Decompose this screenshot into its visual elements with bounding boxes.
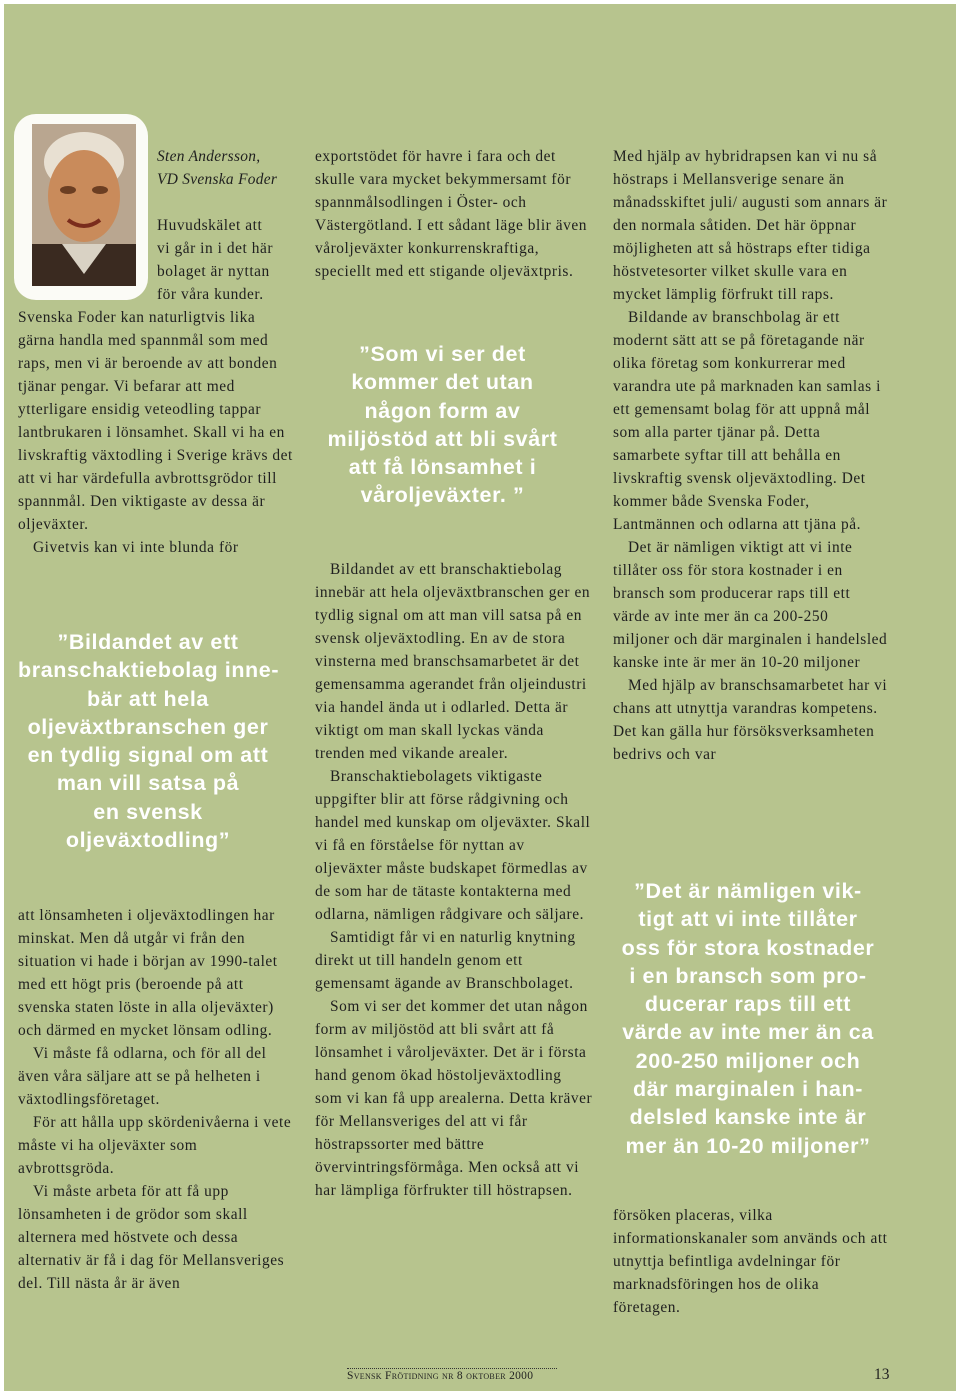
intro-line: bolaget är nyttan [157,263,270,280]
quote-line: ”Som vi ser det [359,342,526,366]
portrait-photo [32,124,136,286]
quote-line: i en bransch som pro- [629,963,867,988]
quote-line: tigt att vi inte tillåter [638,907,858,932]
quote-line: branschaktiebolag inne- [18,658,280,683]
quote-line: en svensk [93,799,203,824]
paragraph: Vi måste arbeta för att få upp lönsamheten i de grödor som skall alternera med höstvete och dessa alternativ är få i dag för Mellansveriges del. Till nästa år är även [18,1183,285,1292]
paragraph: Som vi ser det kommer det utan någon form av miljöstöd att bli svårt att få lönsamhet i våroljeväxter. Det är i första hand genom ökad höstoljeväxtodling som vi kan få upp arealerna. Detta kräver för Mellansveriges del att vi får höstrapssorter med bättre övervintringsförmåga. Men också att vi har lämpliga förfrukter till höstrapsen. [315,998,593,1199]
paragraph: Bildandet av ett branschaktiebolag innebär att hela oljeväxtbranschen ger en tydlig signal om att man vill satsa på en svensk oljeväxtodling. En av de stora vinsterna med branschsamarbetet är det gemensamma agerandet från oljeindustri via handel ända ut i odlarled. Detta är viktigt om man skall lyckas vända trenden med vikande arealer. [315,561,591,762]
caption-role: VD Svenska Foder [157,171,278,188]
column-2-top [315,145,593,283]
quote-line: att få lönsamhet i [348,455,537,480]
photo-caption [157,145,297,191]
intro-line: för våra kunder. [157,286,264,303]
quote-line: en tydlig signal om att [27,743,269,768]
quote-line: miljöstöd att bli svårt [327,426,558,451]
quote-line: oljeväxtodling” [65,828,231,853]
column-1-bottom [18,904,296,1295]
quote-line: oss för stora kostnader [621,935,875,960]
intro-line: Huvudskälet att [157,217,263,234]
column-3-bottom [613,1204,889,1319]
quote-line: mer än 10-20 miljoner” [625,1133,871,1158]
quote-line: bär att hela [87,686,209,711]
quote-line: värde av inte mer än ca [622,1020,874,1045]
quote-line: ”Bildandet av ett [57,630,239,654]
paragraph: Med hjälp av branschsamarbetet har vi chans att utnyttja varandras kompetens. Det kan gälla hur försöksverksamheten bedrivs och var [613,677,888,763]
paragraph: För att hålla upp skördenivåerna i vete måste vi ha oljeväxter som avbrottsgröda. [18,1114,292,1177]
quote-line: där marginalen i han- [632,1077,864,1102]
footer-rule [347,1368,557,1369]
pull-quote-3 [613,877,883,1160]
paragraph: Samtidigt får vi en naturlig knytning direkt ut till handeln genom ett gemensamt ägande av Branschbolaget. [315,929,576,992]
quote-line: ”Det är nämligen vik- [634,879,862,903]
footer-publication: Svensk Frötidning nr 8 oktober 2000 [347,1370,534,1382]
page-number: 13 [874,1366,890,1383]
pull-quote-1 [18,628,278,854]
intro-lines [157,214,297,306]
quote-line: man vill satsa på [56,771,240,796]
portrait-frame [14,114,148,300]
paragraph: Vi måste få odlarna, och för all del även våra säljare att se på helheten i växtodlingsföretaget. [18,1045,267,1108]
paragraph: Svenska Foder kan naturligtvis lika gärna handla med spannmål som med raps, men vi är beroende av att bonden tjänar pengar. Vi befarar att med ytterligare ensidig veteodling tappar lantbrukaren i lönsamhet. Skall vi ha en livskraftig växtodling i Sverige krävs det att vi har värdefulla avbrottsgrödor till spannmål. Den viktigaste av dessa är oljeväxter. [18,309,293,533]
paragraph: att lönsamheten i oljeväxtodlingen har minskat. Men då utgår vi från den situation vi hade i början av 1990-talet med ett högt pris (beroende på att svenska staten löste in alla oljeväxter) och därmed en mycket lönsam odling. [18,907,278,1039]
quote-line: delsled kanske inte är [629,1105,867,1130]
quote-line: våroljeväxter. ” [360,483,525,508]
caption-name: Sten Andersson, [157,148,261,165]
paragraph: exportstödet för havre i fara och det skulle vara mycket bekymmersamt för spannmålsodlingen i Öster- och Västergötland. I ett sådant läge blir även våroljeväxter konkurrenskraftiga, speciellt med ett stigande oljeväxtpris. [315,148,587,280]
quote-line: oljeväxtbranschen ger [27,714,269,739]
quote-line: någon form av [364,398,521,423]
paragraph: försöken placeras, vilka informationskanaler som används och att utnyttja befintliga avdelningar för marknadsföringen hos de olika företagen. [613,1207,888,1316]
paragraph: Branschaktiebolagets viktigaste uppgifter blir att förse rådgivning och handel med kunskap om oljeväxter. Skall vi få en förståelse för nyttan av oljeväxter måste budskapet förmedlas av de som har de tätaste kontakterna med odlarna, nämligen rådgivare och säljare. [315,768,591,923]
paragraph: Det är nämligen viktigt att vi inte tillåter oss för stora kostnader i en bransch som producerar raps till ett värde av inte mer än ca 200-250 miljoner och där marginalen i handelsled kanske inte är mer än 10-20 miljoner [613,539,888,671]
quote-line: kommer det utan [351,370,534,395]
paragraph: Med hjälp av hybridrapsen kan vi nu så höstraps i Mellansverige senare än månadsskiftet juli/ augusti som annars är den normala såtiden. Det här öppnar möjligheten att så höstraps efter tidiga höstvetesorter vilket skulle vara en mycket lämplig förfrukt till raps. [613,148,888,303]
paragraph: Bildande av branschbolag är ett modernt sätt att se på företagande när olika företag som konkurrerar med varandra ute på marknaden kan samlas i ett gemensamt bolag för att uppnå mål som alla parter tjänar på. Detta samarbete syftar till att behålla en livskraftig svensk oljeväxtodling. Det kommer både Svenska Foder, Lantmännen och odlarna att tjäna på. [613,309,881,533]
paragraph: Givetvis kan vi inte blunda för [33,539,239,556]
quote-line: ducerar raps till ett [644,992,852,1017]
column-1-top [18,306,296,559]
pull-quote-2 [325,340,560,510]
intro-line: vi går in i det här [157,240,274,257]
column-2-bottom [315,558,593,1202]
quote-line: 200-250 miljoner och [635,1048,861,1073]
column-3-top [613,145,889,766]
